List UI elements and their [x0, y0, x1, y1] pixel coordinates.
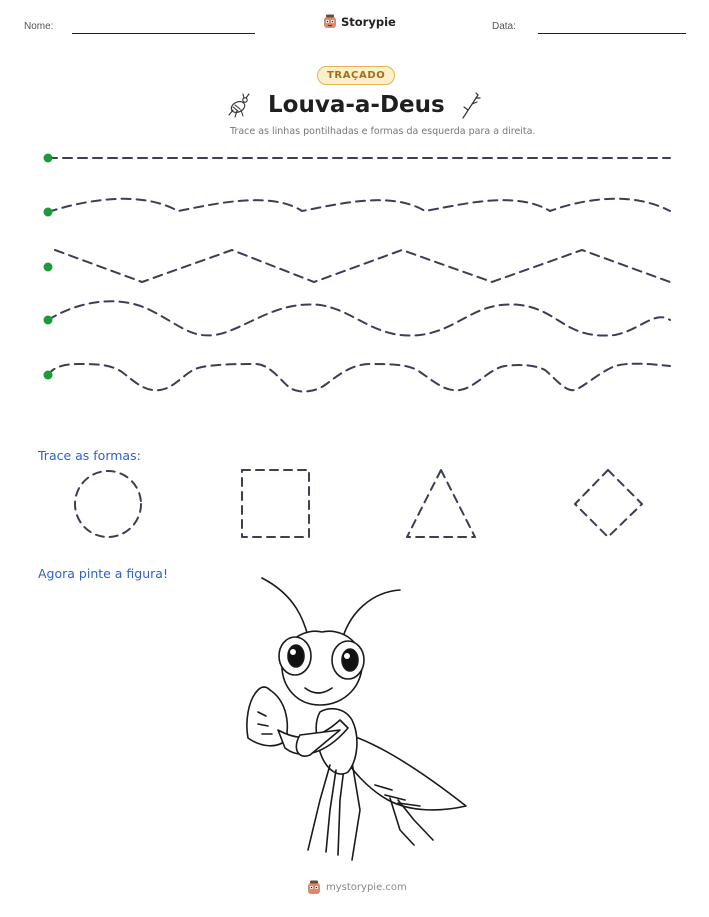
start-dot [44, 154, 53, 163]
mantis-coloring-figure[interactable] [230, 570, 480, 870]
start-dot [44, 208, 53, 217]
tracing-lines [0, 140, 709, 400]
trace-triangle [407, 470, 475, 537]
date-label: Data: [492, 21, 516, 32]
trace-line-zigzag [55, 250, 670, 282]
coloring-section-heading: Agora pinte a figura! [38, 566, 168, 581]
start-dot [44, 263, 53, 272]
storypie-mascot-icon [307, 880, 321, 895]
trace-line-bump-wave [48, 364, 670, 392]
name-label: Nome: [24, 21, 54, 32]
shapes-section-heading: Trace as formas: [38, 448, 141, 463]
footer-url[interactable]: mystorypie.com [326, 882, 407, 893]
footer [307, 880, 407, 895]
trace-square [242, 470, 309, 537]
category-badge: TRAÇADO [317, 66, 395, 85]
brand-name: Storypie [341, 14, 396, 29]
trace-line-smooth-wave [48, 301, 670, 335]
instructions: Trace as linhas pontilhadas e formas da esquerda para a direita. [230, 126, 536, 137]
trace-diamond [575, 470, 642, 537]
brand-logo [323, 14, 396, 29]
storypie-mascot-icon [323, 14, 337, 29]
start-dot [44, 316, 53, 325]
start-dot [44, 371, 53, 380]
trace-circle [75, 471, 141, 537]
stick-icon [458, 92, 484, 120]
mantis-icon [226, 93, 252, 119]
page-title: Louva-a-Deus [268, 92, 445, 118]
name-field-line[interactable] [72, 33, 255, 34]
trace-shapes [0, 460, 709, 550]
trace-line-wave [48, 199, 670, 212]
date-field-line[interactable] [538, 33, 686, 34]
